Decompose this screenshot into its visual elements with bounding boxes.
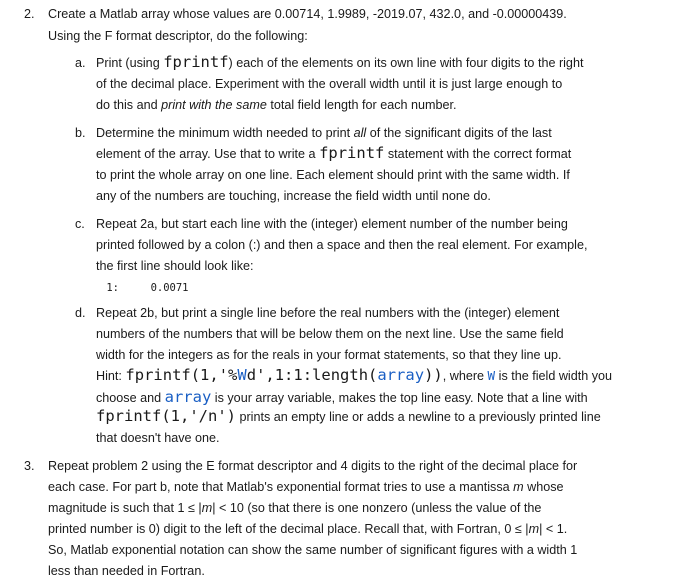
code-hint [125,366,442,384]
text: is the field width you [495,369,613,383]
part-text-line [96,366,612,384]
part-text-line [96,53,583,71]
text: whose [523,480,564,494]
part-label: c. [75,217,85,231]
text: statement with the correct format [384,147,572,161]
text: do this and [96,98,162,112]
problem-text-line: So, Matlab exponential notation can show the same number of significant figures with a width 1 [48,543,578,557]
part-text-line: the first line should look like: [96,259,254,273]
code-var-array: array [377,366,425,384]
text: , where [442,369,488,383]
problem-text-line [48,480,564,494]
code: fprintf(1,'% [125,366,238,384]
part-text-line: numbers of the numbers that will be below them on the next line. Use the same field [96,327,564,341]
part-text-line: Repeat 2a, but start each line with the (integer) element number of the number being [96,217,568,231]
emphasis: all [353,126,367,140]
text: each case. For part b, note that Matlab's exponential format tries to use a mantissa [48,480,514,494]
code-fprintf: fprintf [163,53,229,71]
text: element of the array. Use that to write a [96,147,320,161]
problem-number: 2. [24,7,35,21]
text: choose and [96,391,165,405]
part-text-line: to print the whole array on one line. Each element should print with the same width. If [96,168,570,182]
code: )) [424,366,443,384]
code-newline: fprintf(1,'/n') [96,407,236,425]
text: | < 10 (so that there is one nonzero (unless the value of the [212,501,542,515]
part-text-line [96,98,457,112]
problem-number: 3. [24,459,35,473]
text: | < 1. [539,522,568,536]
part-text-line: width for the integers as for the reals in your format statements, so that they line up. [96,348,562,362]
text: Hint: [96,369,126,383]
text: magnitude is such that 1 ≤ | [48,501,202,515]
emphasis: m [201,501,213,515]
part-text-line: Repeat 2b, but print a single line before the real numbers with the (integer) element [96,306,560,320]
problem-text-line: Repeat problem 2 using the E format descriptor and 4 digits to the right of the decimal place for [48,459,578,473]
problem-text-line: Create a Matlab array whose values are 0.00714, 1.9989, -2019.07, 432.0, and -0.00000439. [48,7,567,21]
problem-text-line [48,501,541,515]
text: total field length for each number. [266,98,457,112]
problem-text-line: less than needed in Fortran. [48,564,205,578]
part-text-line: printed followed by a colon (:) and then a space and then the real element. For example, [96,238,588,252]
part-label: b. [75,126,86,140]
emphasis: print with the same [161,98,267,112]
part-text-line: any of the numbers are touching, increase the field width until none do. [96,189,491,203]
text: Print (using [96,56,164,70]
text: Determine the minimum width needed to print [96,126,354,140]
problem-text-line [48,522,567,536]
code-var-w: W [237,366,247,384]
code: d',1:1:length( [246,366,378,384]
emphasis: m [528,522,540,536]
code-fprintf: fprintf [319,144,385,162]
part-text-line [96,407,601,425]
part-label: a. [75,56,86,70]
var-w: W [487,368,496,383]
example-output: 1: 0.0071 [100,282,189,294]
emphasis: m [513,480,524,494]
text: printed number is 0) digit to the left of the decimal place. Recall that, with Fortran, 0 ≤ | [48,522,529,536]
text: prints an empty line or adds a newline to a previously printed line [235,410,601,424]
part-text-line: that doesn't have one. [96,431,220,445]
part-text-line [96,388,588,406]
text: ) each of the elements on its own line with four digits to the right [228,56,584,70]
part-text-line [96,144,571,162]
text: is your array variable, makes the top line easy. Note that a line with [211,391,588,405]
part-text-line: of the decimal place. Experiment with the overall width until it is just large enough to [96,77,563,91]
part-text-line [96,126,552,140]
code-var-array: array [164,388,212,406]
text: of the significant digits of the last [366,126,552,140]
problem-text-line: Using the F format descriptor, do the following: [48,29,308,43]
part-label: d. [75,306,86,320]
